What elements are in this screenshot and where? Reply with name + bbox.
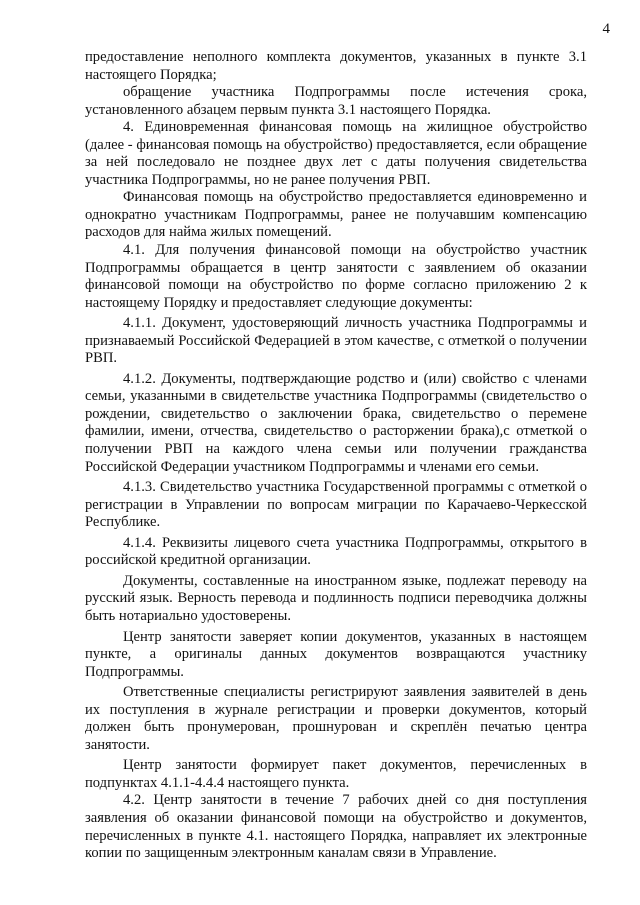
paragraph-document-package: Центр занятости формирует пакет документов, перечисленных в подпунктах 4.1.1-4.4.4 настоящего пункта.: [85, 757, 587, 791]
paragraph-translation: Документы, составленные на иностранном языке, подлежат переводу на русский язык. Верность перевода и подлинность подписи переводчика должны быть нотариально удостоверены.: [85, 572, 587, 624]
paragraph-4-1-1: 4.1.1. Документ, удостоверяющий личность участника Подпрограммы и признаваемый Российской Федерацией в этом качестве, с отметкой о получении РВП.: [85, 315, 587, 367]
paragraph-4-1-2: 4.1.2. Документы, подтверждающие родство и (или) свойство с членами семьи, указанными в свидетельстве участника Подпрограммы (свидетельство о рождении, свидетельство о заключении брака, свидетельство о перемене фамилии, имени, отчества, свидетельство о расторжении брака),с отметкой о получении РВП на каждого члена семьи или получении гражданства Российской Федерации участником Подпрограммы и членами его семьи.: [85, 370, 587, 475]
paragraph-4-1: 4.1. Для получения финансовой помощи на обустройство участник Подпрограммы обращается в центр занятости с заявлением об оказании финансовой помощи на обустройство по форме согласно приложению 2 к настоящему Порядку и предоставляет следующие документы:: [85, 242, 587, 311]
paragraph-4-1-4: 4.1.4. Реквизиты лицевого счета участника Подпрограммы, открытого в российской кредитной организации.: [85, 534, 587, 569]
paragraph-one-time-assistance: Финансовая помощь на обустройство предоставляется единовременно и однократно участникам Подпрограммы, ранее не получавшим компенсацию расходов для найма жилых помещений.: [85, 189, 587, 241]
document-body: [85, 49, 587, 863]
paragraph-incomplete-documents: предоставление неполного комплекта документов, указанных в пункте 3.1 настоящего Порядка;: [85, 49, 587, 83]
paragraph-4-1-3: 4.1.3. Свидетельство участника Государственной программы с отметкой о регистрации в Управлении по вопросам миграции по Карачаево-Черкесской Республике.: [85, 479, 587, 531]
paragraph-registration: Ответственные специалисты регистрируют заявления заявителей в день их поступления в журнале регистрации и проверки документов, который должен быть пронумерован, прошнурован и скреплён печатью центра занятости.: [85, 684, 587, 753]
page-number: 4: [602, 21, 610, 37]
paragraph-4-2: 4.2. Центр занятости в течение 7 рабочих дней со дня поступления заявления об оказании финансовой помощи на обустройство и документов, перечисленных в пункте 4.1. настоящего Порядка, направляет их электронные копии по защищенным электронным каналам связи в Управление.: [85, 792, 587, 862]
paragraph-certified-copies: Центр занятости заверяет копии документов, указанных в настоящем пункте, а оригиналы данных документов возвращаются участнику Подпрограммы.: [85, 628, 587, 680]
paragraph-deadline-expired: обращение участника Подпрограммы после истечения срока, установленного абзацем первым пункта 3.1 настоящего Порядка.: [85, 84, 587, 118]
paragraph-4: 4. Единовременная финансовая помощь на жилищное обустройство (далее - финансовая помощь на обустройство) предоставляется, если обращение за ней последовало не позднее двух лет с даты получения свидетельства участника Подпрограммы, но не ранее получения РВП.: [85, 119, 587, 188]
